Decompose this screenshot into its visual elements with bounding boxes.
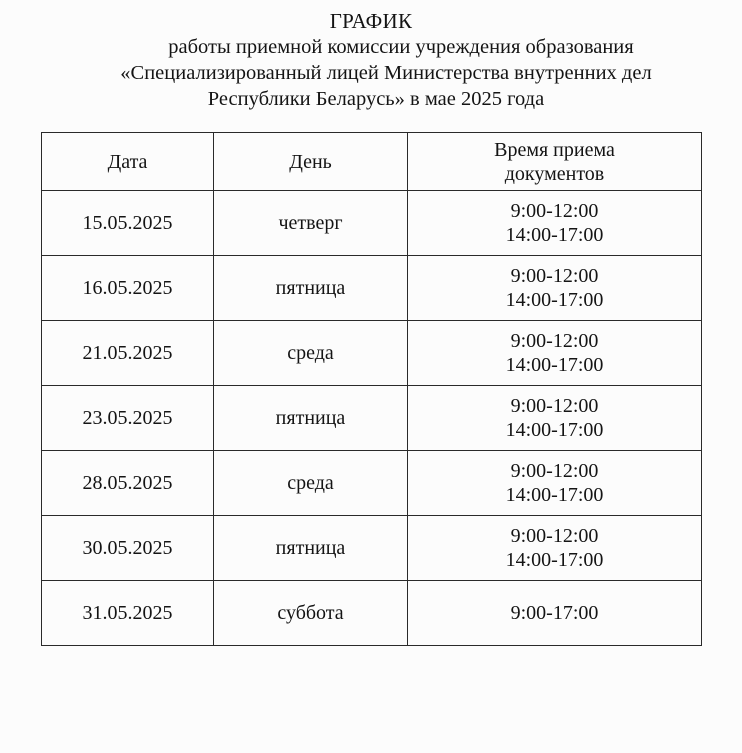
cell-day: пятница bbox=[214, 256, 408, 321]
cell-date: 31.05.2025 bbox=[42, 581, 214, 646]
table-row bbox=[42, 581, 702, 646]
cell-day: суббота bbox=[214, 581, 408, 646]
cell-time bbox=[408, 256, 702, 321]
cell-time bbox=[408, 321, 702, 386]
table-header-row bbox=[42, 133, 702, 191]
column-header-time bbox=[408, 133, 702, 191]
cell-date: 28.05.2025 bbox=[42, 451, 214, 516]
table-row bbox=[42, 451, 702, 516]
time-slot-morning: 9:00-12:00 bbox=[510, 395, 599, 417]
cell-day: среда bbox=[214, 451, 408, 516]
time-slot-morning: 9:00-12:00 bbox=[510, 330, 599, 352]
time-slot-afternoon: 14:00-17:00 bbox=[505, 484, 604, 506]
table-row bbox=[42, 191, 702, 256]
cell-day: среда bbox=[214, 321, 408, 386]
cell-time bbox=[408, 386, 702, 451]
table-row bbox=[42, 256, 702, 321]
document-header bbox=[0, 8, 742, 112]
cell-date: 21.05.2025 bbox=[42, 321, 214, 386]
cell-time bbox=[408, 451, 702, 516]
time-slot-morning: 9:00-12:00 bbox=[510, 525, 599, 547]
time-slot-afternoon: 14:00-17:00 bbox=[505, 419, 604, 441]
time-slot-morning: 9:00-12:00 bbox=[510, 460, 599, 482]
subtitle-line-1: работы приемной комиссии учреждения образования bbox=[168, 36, 634, 58]
cell-day: пятница bbox=[214, 386, 408, 451]
cell-day: пятница bbox=[214, 516, 408, 581]
time-slot-afternoon: 14:00-17:00 bbox=[505, 289, 604, 311]
table-row bbox=[42, 516, 702, 581]
document-title: ГРАФИК bbox=[329, 9, 413, 33]
time-slot-afternoon: 14:00-17:00 bbox=[505, 224, 604, 246]
time-slot-afternoon: 14:00-17:00 bbox=[505, 549, 604, 571]
table-row bbox=[42, 321, 702, 386]
cell-time bbox=[408, 191, 702, 256]
cell-date: 16.05.2025 bbox=[42, 256, 214, 321]
column-header-date: Дата bbox=[42, 133, 214, 191]
cell-time bbox=[408, 516, 702, 581]
cell-date: 15.05.2025 bbox=[42, 191, 214, 256]
time-slot-morning: 9:00-12:00 bbox=[510, 200, 599, 222]
subtitle-line-2: «Специализированный лицей Министерства внутренних дел bbox=[120, 62, 652, 84]
time-slot-morning: 9:00-12:00 bbox=[510, 265, 599, 287]
schedule-table bbox=[41, 132, 702, 646]
cell-date: 30.05.2025 bbox=[42, 516, 214, 581]
subtitle-line-3: Республики Беларусь» в мае 2025 года bbox=[207, 88, 545, 110]
column-header-day: День bbox=[214, 133, 408, 191]
cell-date: 23.05.2025 bbox=[42, 386, 214, 451]
column-header-time-line-2: документов bbox=[504, 162, 605, 185]
cell-day: четверг bbox=[214, 191, 408, 256]
column-header-time-line-1: Время приема bbox=[494, 138, 615, 161]
cell-time bbox=[408, 581, 702, 646]
time-slot-full-day: 9:00-17:00 bbox=[510, 602, 599, 624]
table-row bbox=[42, 386, 702, 451]
time-slot-afternoon: 14:00-17:00 bbox=[505, 354, 604, 376]
